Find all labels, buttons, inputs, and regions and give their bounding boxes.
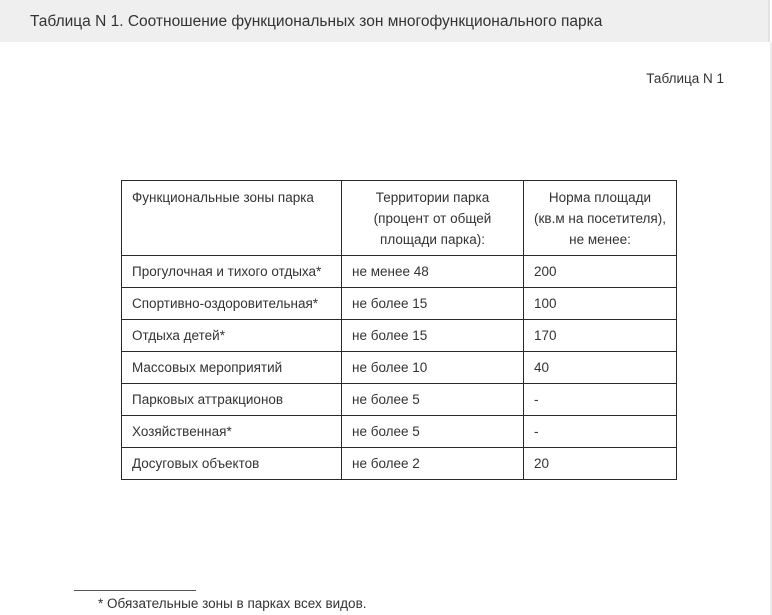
- table-row: [122, 288, 677, 320]
- norm-cell: 100: [524, 288, 677, 320]
- table-row: [122, 256, 677, 288]
- header-cell-zone: Функциональные зоны парка: [122, 181, 342, 256]
- territory-cell: не более 2: [342, 448, 524, 480]
- territory-cell: не менее 48: [342, 256, 524, 288]
- table-row: [122, 416, 677, 448]
- zone-cell: Досуговых объектов: [122, 448, 342, 480]
- territory-cell: не более 15: [342, 288, 524, 320]
- zone-cell: Хозяйственная*: [122, 416, 342, 448]
- table-row: [122, 384, 677, 416]
- table-row: [122, 320, 677, 352]
- header-cell-territory: Территории парка (процент от общей площади парка):: [342, 181, 524, 256]
- territory-cell: не более 5: [342, 416, 524, 448]
- table-header-row: [122, 181, 677, 256]
- norm-cell: 170: [524, 320, 677, 352]
- footnote-divider: [74, 590, 196, 591]
- page-header: [0, 0, 770, 42]
- norm-cell: 200: [524, 256, 677, 288]
- territory-cell: не более 5: [342, 384, 524, 416]
- norm-cell: -: [524, 384, 677, 416]
- page-title: Таблица N 1. Соотношение функциональных зон многофункционального парка: [30, 13, 603, 30]
- territory-cell: не более 10: [342, 352, 524, 384]
- table-number-label: Таблица N 1: [646, 71, 724, 86]
- zone-cell: Массовых мероприятий: [122, 352, 342, 384]
- header-cell-norm: Норма площади (кв.м на посетителя), не менее:: [524, 181, 677, 256]
- zone-cell: Спортивно-оздоровительная*: [122, 288, 342, 320]
- functional-zones-table: [121, 180, 677, 480]
- zone-cell: Прогулочная и тихого отдыха*: [122, 256, 342, 288]
- norm-cell: -: [524, 416, 677, 448]
- footnote-text: * Обязательные зоны в парках всех видов.: [98, 596, 367, 611]
- zone-cell: Парковых аттракционов: [122, 384, 342, 416]
- table-row: [122, 352, 677, 384]
- territory-cell: не более 15: [342, 320, 524, 352]
- zone-cell: Отдыха детей*: [122, 320, 342, 352]
- norm-cell: 20: [524, 448, 677, 480]
- norm-cell: 40: [524, 352, 677, 384]
- table-row: [122, 448, 677, 480]
